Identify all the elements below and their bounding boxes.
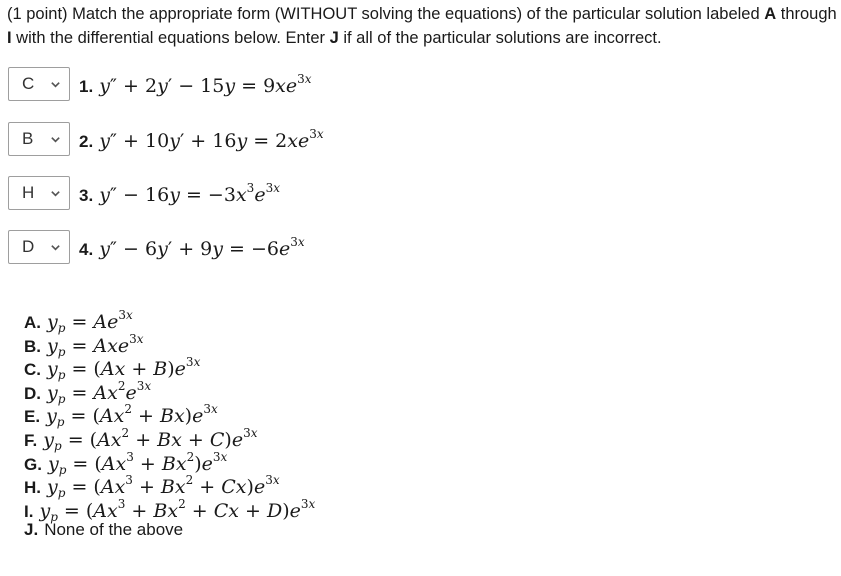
question-number: 4. <box>79 239 94 259</box>
chevron-down-icon <box>50 134 61 145</box>
equation-math: $y'' + 10y' + 16y = 2xe^{3x}$ <box>99 126 324 152</box>
choice-a: A. $y_p = Ae^{3x}$ <box>24 308 133 335</box>
prompt-label-j: J <box>329 29 339 47</box>
equation-4 <box>79 235 305 260</box>
choice-formula: $y_p = (Ax^2 + Bx + C)e^{3x}$ <box>43 425 258 453</box>
answer-select-4[interactable] <box>8 230 70 264</box>
choice-c: C. $y_p = (Ax + B)e^{3x}$ <box>24 355 201 383</box>
prompt-text-mid: through <box>776 5 837 23</box>
prompt-label-a: A <box>764 5 777 23</box>
select-value: B <box>22 129 34 148</box>
question-row-3 <box>8 175 280 211</box>
equation-math: $y'' - 16y = -3x^3e^{3x}$ <box>99 180 280 206</box>
chevron-down-icon <box>50 188 61 199</box>
choice-g: G. $y_p = (Ax^3 + Bx^2)e^{3x}$ <box>24 449 228 477</box>
choice-formula: $y_p = (Ax^3 + Bx^2 + Cx + D)e^{3x}$ <box>39 496 316 524</box>
choice-formula: $y_p = Ae^{3x}$ <box>47 308 133 335</box>
answer-select-2[interactable] <box>8 122 70 156</box>
prompt-text-post: with the differential equations below. Enter <box>11 29 330 47</box>
question-number: 1. <box>79 76 94 96</box>
chevron-down-icon <box>50 79 61 90</box>
choice-text: None of the above <box>44 520 184 540</box>
choice-h: H. $y_p = (Ax^3 + Bx^2 + Cx)e^{3x}$ <box>24 473 280 501</box>
choice-formula: $y_p = (Ax + B)e^{3x}$ <box>47 355 201 383</box>
select-value: C <box>22 74 35 93</box>
equation-math: $y'' + 2y' - 15y = 9xe^{3x}$ <box>99 71 312 97</box>
choice-i: I. $y_p = (Ax^3 + Bx^2 + Cx + D)e^{3x}$ <box>24 496 316 524</box>
equation-3 <box>79 181 280 206</box>
prompt-text-end: if all of the particular solutions are incorrect. <box>338 29 662 47</box>
answer-select-1[interactable] <box>8 67 70 101</box>
choice-formula: $y_p = Axe^{3x}$ <box>47 331 144 359</box>
choice-formula: $y_p = (Ax^3 + Bx^2)e^{3x}$ <box>47 449 228 477</box>
prompt-label-i: I <box>7 29 12 47</box>
choice-b: B. $y_p = Axe^{3x}$ <box>24 331 144 359</box>
equation-math: $y'' - 6y' + 9y = -6e^{3x}$ <box>99 234 305 260</box>
choices-list <box>24 308 315 544</box>
answer-select-3[interactable] <box>8 176 70 210</box>
question-row-4 <box>8 229 305 265</box>
question-row-1 <box>8 66 312 102</box>
select-value: D <box>22 237 35 256</box>
choice-d: D. $y_p = Ax^2e^{3x}$ <box>24 378 152 406</box>
chevron-down-icon <box>50 242 61 253</box>
choice-e: E. $y_p = (Ax^2 + Bx)e^{3x}$ <box>24 402 218 430</box>
question-row-2 <box>8 121 324 157</box>
problem-prompt <box>7 2 837 50</box>
question-number: 3. <box>79 185 94 205</box>
choice-j: J. None of the above <box>24 520 184 540</box>
equation-2 <box>79 127 324 152</box>
equation-1 <box>79 72 312 97</box>
choice-f: F. $y_p = (Ax^2 + Bx + C)e^{3x}$ <box>24 425 258 453</box>
prompt-text-pre: (1 point) Match the appropriate form (WITHOUT solving the equations) of the particular solution labeled <box>7 5 765 23</box>
choice-formula: $y_p = (Ax^2 + Bx)e^{3x}$ <box>46 402 218 430</box>
choice-formula: $y_p = (Ax^3 + Bx^2 + Cx)e^{3x}$ <box>47 473 280 501</box>
choice-formula: $y_p = Ax^2e^{3x}$ <box>47 378 152 406</box>
select-value: H <box>22 183 35 202</box>
question-number: 2. <box>79 131 94 151</box>
